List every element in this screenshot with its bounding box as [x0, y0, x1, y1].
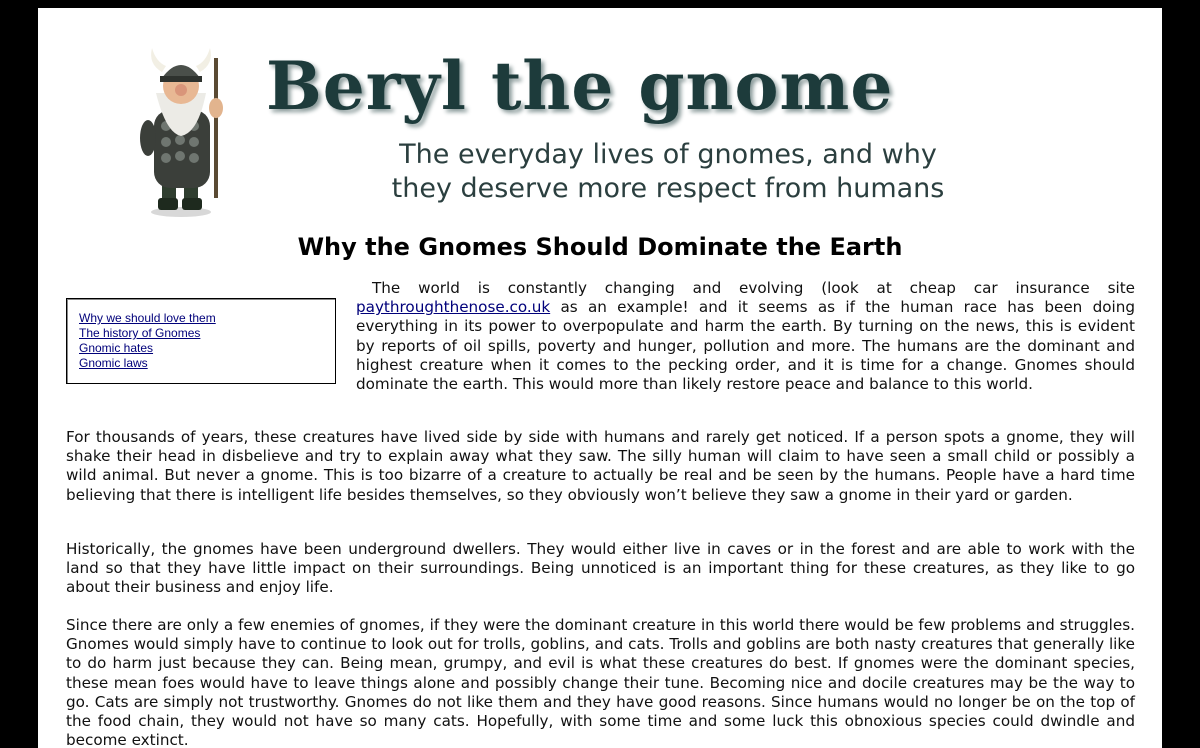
navigation-box: [66, 298, 336, 384]
paragraph-thousands-of-years: For thousands of years, these creatures have lived side by side with humans and rarely get noticed. If a person spots a gnome, they will shake their head in disbelieve and try to explain away what they saw. The silly human will claim to have seen a small child or possibly a wild animal. But never a gnome. This is too bizarre of a creature to actually be real and be seen by the humans. People have a hard time believing that there is intelligent life besides themselves, so they obviously won’t believe they saw a gnome in their yard or garden.: [66, 428, 1135, 504]
nav-link-why-love[interactable]: Why we should love them: [79, 311, 216, 325]
tagline-line-1: The everyday lives of gnomes, and why: [399, 139, 937, 170]
intro-text-start: The world is constantly changing and evolving (look at cheap car insurance site: [372, 279, 1135, 297]
nav-link-laws[interactable]: Gnomic laws: [79, 356, 148, 370]
tagline-line-2: they deserve more respect from humans: [391, 173, 945, 204]
paragraph-historically: Historically, the gnomes have been underground dwellers. They would either live in caves or in the forest and are able to work with the land so that they have little impact on their surroundings. Being unnoticed is an important thing for these creatures, as they like to go about their business and enjoy life.: [66, 540, 1135, 597]
site-title: Beryl the gnome: [266, 47, 894, 125]
navigation-list: [79, 311, 216, 371]
insurance-site-link[interactable]: paythroughthenose.co.uk: [356, 298, 551, 317]
nav-link-history[interactable]: The history of Gnomes: [79, 326, 201, 340]
intro-paragraph: [356, 279, 1135, 394]
nav-link-hates[interactable]: Gnomic hates: [79, 341, 154, 355]
article-title: Why the Gnomes Should Dominate the Earth: [297, 233, 903, 261]
site-header: [38, 8, 1162, 223]
paragraph-enemies: Since there are only a few enemies of gnomes, if they were the dominant creature in this world there would be few problems and struggles. Gnomes would simply have to continue to look out for trolls, goblins, and cats. Trolls and goblins are both nasty creatures that generally like to do harm just because they can. Being mean, grumpy, and evil is what these creatures do best. If gnomes were the dominant species, these mean foes would have to leave things alone and possibly change their tune. Becoming nice and docile creatures may be the way to go. Cats are simply not trustworthy. Gnomes do not like them and they have good reasons. Since humans would no longer be on the top of the food chain, they would not have so many cats. Hopefully, with some time and some luck this obnoxious species could dwindle and become extinct.: [66, 616, 1135, 748]
page-container: [38, 8, 1162, 748]
site-tagline: [343, 138, 993, 206]
gnome-figure-icon: [126, 38, 236, 218]
intro-text-end: as an example! and it seems as if the human race has been doing everything in its power to overpopulate and harm the earth. By turning on the news, this is evident by reports of oil spills, poverty and hunger, pollution and more. The humans are the dominant and highest creature when it comes to the pecking order, and it is time for a change. Gnomes should dominate the earth. This would more than likely restore peace and balance to this world.: [356, 298, 1135, 394]
